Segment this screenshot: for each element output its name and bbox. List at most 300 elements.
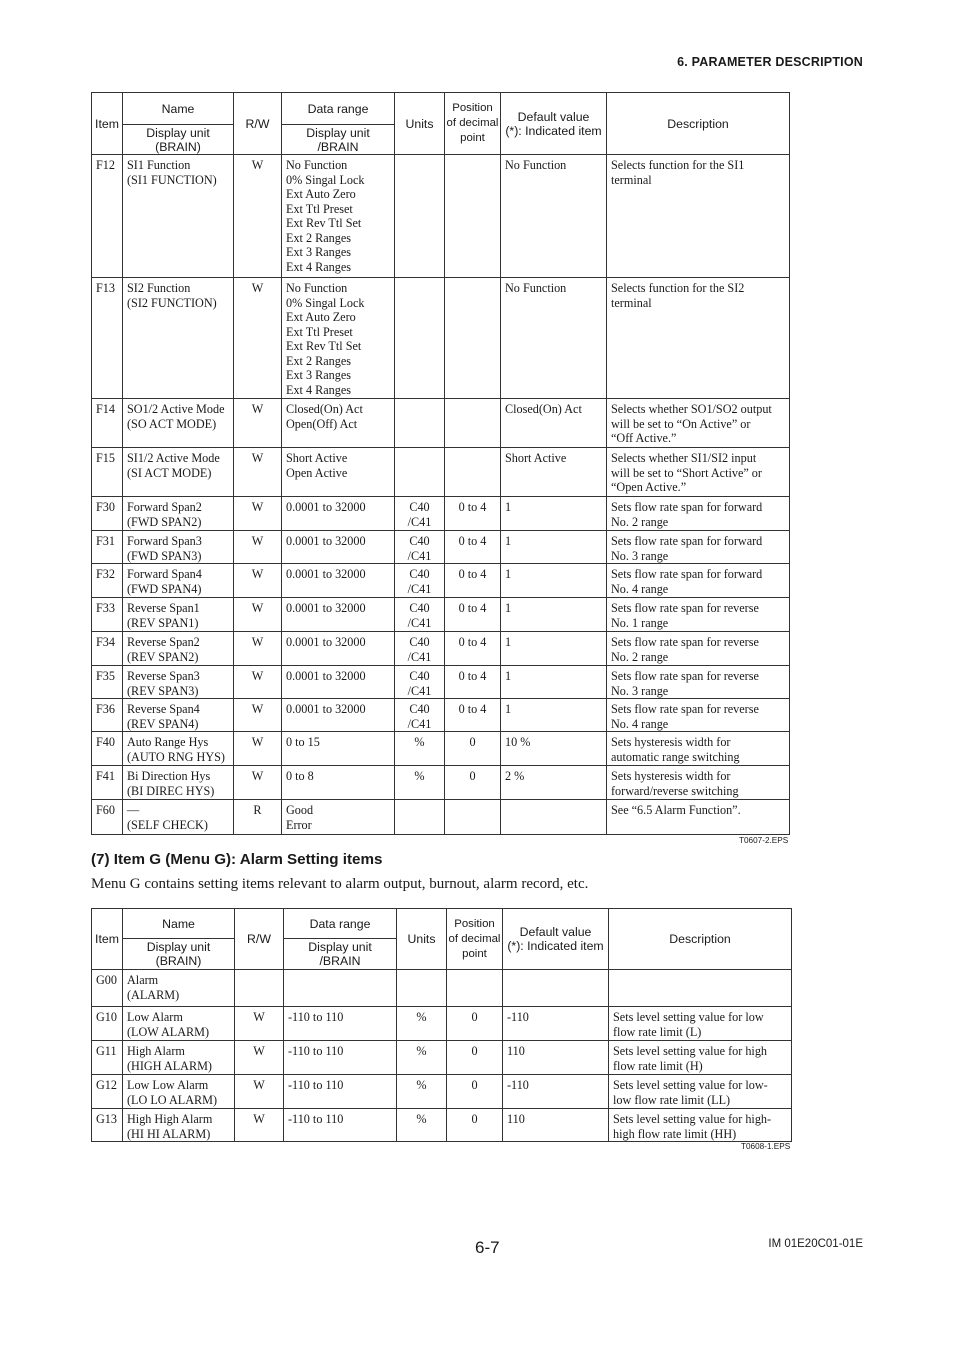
default-value: 1 xyxy=(505,635,512,649)
rw-value-cell xyxy=(235,1075,284,1109)
description-cell xyxy=(607,531,790,564)
header-data-range: Data range xyxy=(282,93,395,125)
header-description: Description xyxy=(607,93,790,155)
header-item: Item xyxy=(92,93,123,155)
units-cell xyxy=(395,399,445,448)
decimal-position-cell xyxy=(445,278,501,399)
decimal-position-cell xyxy=(447,1041,503,1075)
data-range: 0 to 8 xyxy=(286,769,314,783)
item-code-cell xyxy=(92,732,123,766)
description-cell xyxy=(607,399,790,448)
description: Selects function for the SI2 terminal xyxy=(611,281,745,310)
decimal-position-cell xyxy=(447,1075,503,1109)
description-cell xyxy=(609,1007,792,1041)
data-range: 0.0001 to 32000 xyxy=(286,601,366,615)
description: Sets flow rate span for reverse No. 4 range xyxy=(611,702,759,731)
rw-value: W xyxy=(251,601,264,615)
parameter-name: Reverse Span3 (REV SPAN3) xyxy=(127,669,200,698)
parameter-name: Forward Span2 (FWD SPAN2) xyxy=(127,500,202,529)
table-row xyxy=(92,699,790,732)
data-range xyxy=(284,970,396,973)
parameter-name: SO1/2 Active Mode (SO ACT MODE) xyxy=(127,402,225,431)
data-range: -110 to 110 xyxy=(288,1010,344,1024)
rw-value: W xyxy=(251,567,264,581)
description-cell xyxy=(607,732,790,766)
data-range-cell xyxy=(284,1041,397,1075)
units-cell xyxy=(397,1041,447,1075)
parameter-table-f xyxy=(91,92,790,835)
header-display-unit: Display unit (BRAIN) xyxy=(123,939,235,970)
units-cell xyxy=(395,699,445,732)
description: Sets hysteresis width for automatic range switching xyxy=(611,735,740,764)
item-code-cell xyxy=(92,598,123,632)
data-range-cell xyxy=(282,598,395,632)
data-range: 0.0001 to 32000 xyxy=(286,702,366,716)
units: C40 /C41 xyxy=(407,500,432,529)
default-value-cell xyxy=(503,1075,609,1109)
rw-value-cell xyxy=(234,632,282,666)
default-value-cell xyxy=(501,155,607,278)
parameter-name-cell xyxy=(123,278,234,399)
rw-value-cell xyxy=(235,1041,284,1075)
default-value: 1 xyxy=(505,534,512,548)
decimal-position: 0 to 4 xyxy=(458,567,487,581)
parameter-name: — (SELF CHECK) xyxy=(127,803,208,832)
item-code: F36 xyxy=(96,702,115,716)
rw-value: W xyxy=(251,769,264,783)
decimal-position: 0 xyxy=(471,1112,478,1126)
default-value: No Function xyxy=(505,158,567,172)
default-value: 1 xyxy=(505,500,512,514)
data-range: -110 to 110 xyxy=(288,1044,344,1058)
parameter-name-cell xyxy=(123,970,235,1007)
description-cell xyxy=(607,766,790,800)
rw-value: W xyxy=(251,158,264,172)
units xyxy=(395,399,444,402)
rw-value: W xyxy=(251,735,264,749)
table-row xyxy=(92,564,790,598)
parameter-name-cell xyxy=(123,1109,235,1142)
default-value: -110 xyxy=(507,1078,529,1092)
description-cell xyxy=(607,564,790,598)
default-value-cell xyxy=(501,497,607,531)
rw-value-cell xyxy=(234,598,282,632)
rw-value-cell xyxy=(234,155,282,278)
decimal-position-cell xyxy=(445,531,501,564)
description: Sets flow rate span for forward No. 2 range xyxy=(611,500,763,529)
parameter-name-cell xyxy=(123,448,234,497)
units-cell xyxy=(397,970,447,1007)
table-row xyxy=(92,1109,792,1142)
item-code: F15 xyxy=(96,451,115,465)
header-name: Name xyxy=(123,93,234,125)
rw-value: W xyxy=(251,635,264,649)
table-row xyxy=(92,399,790,448)
item-code: F30 xyxy=(96,500,115,514)
table-row xyxy=(92,970,792,1007)
item-code: F14 xyxy=(96,402,115,416)
decimal-position-cell xyxy=(445,666,501,699)
decimal-position-cell xyxy=(445,155,501,278)
default-value-cell xyxy=(501,699,607,732)
header-data-range: Data range xyxy=(284,909,397,939)
parameter-name-cell xyxy=(123,497,234,531)
description-cell xyxy=(607,448,790,497)
decimal-position: 0 to 4 xyxy=(458,635,487,649)
data-range-cell xyxy=(282,155,395,278)
default-value: -110 xyxy=(507,1010,529,1024)
description: Sets hysteresis width for forward/reverse switching xyxy=(611,769,739,798)
data-range-cell xyxy=(282,732,395,766)
item-code: F34 xyxy=(96,635,115,649)
table-row xyxy=(92,1041,792,1075)
units: C40 /C41 xyxy=(407,567,432,596)
default-value-cell xyxy=(501,399,607,448)
rw-value-cell xyxy=(234,732,282,766)
decimal-position-cell xyxy=(445,632,501,666)
units: % xyxy=(416,1010,427,1024)
rw-value-cell xyxy=(235,1007,284,1041)
units xyxy=(395,155,444,158)
item-code-cell xyxy=(92,970,123,1007)
default-value: 110 xyxy=(507,1044,525,1058)
header-name: Name xyxy=(123,909,235,939)
decimal-position-cell xyxy=(445,497,501,531)
header-default-value: Default value (*): Indicated item xyxy=(501,93,607,155)
item-code-cell xyxy=(92,497,123,531)
decimal-position-cell xyxy=(445,399,501,448)
rw-value-cell xyxy=(234,278,282,399)
item-code-cell xyxy=(92,1075,123,1109)
units-cell xyxy=(395,766,445,800)
rw-value: W xyxy=(251,534,264,548)
description-cell xyxy=(607,497,790,531)
item-code: F60 xyxy=(96,803,115,817)
table-row xyxy=(92,531,790,564)
parameter-name-cell xyxy=(123,1007,235,1041)
rw-value: W xyxy=(251,500,264,514)
default-value: 110 xyxy=(507,1112,525,1126)
units: % xyxy=(414,735,425,749)
units-cell xyxy=(395,732,445,766)
item-code-cell xyxy=(92,699,123,732)
rw-value: W xyxy=(251,402,264,416)
rw-value: W xyxy=(251,669,264,683)
data-range: 0.0001 to 32000 xyxy=(286,534,366,548)
default-value: 1 xyxy=(505,669,512,683)
item-code: F31 xyxy=(96,534,115,548)
default-value: 1 xyxy=(505,567,512,581)
rw-value-cell xyxy=(234,497,282,531)
item-code-cell xyxy=(92,1109,123,1142)
header-display-unit-brain: Display unit /BRAIN xyxy=(282,125,395,155)
description: Sets flow rate span for reverse No. 3 range xyxy=(611,669,759,698)
data-range: No Function 0% Singal Lock Ext Auto Zero Ext Ttl Preset Ext Rev Ttl Set Ext 2 Ranges Ext 3 Ranges Ext 4 Ranges xyxy=(286,281,365,397)
header-rw: R/W xyxy=(235,909,284,970)
item-code: G12 xyxy=(96,1078,117,1092)
data-range: 0.0001 to 32000 xyxy=(286,500,366,514)
parameter-name-cell xyxy=(123,531,234,564)
description: Sets level setting value for low- low flow rate limit (LL) xyxy=(613,1078,768,1107)
description: Sets level setting value for high- high flow rate limit (HH) xyxy=(613,1112,772,1141)
page-number: 6-7 xyxy=(475,1238,500,1257)
parameter-name: Low Alarm (LOW ALARM) xyxy=(127,1010,210,1039)
parameter-name-cell xyxy=(123,598,234,632)
rw-value-cell xyxy=(234,564,282,598)
data-range-cell xyxy=(282,399,395,448)
item-code: F13 xyxy=(96,281,115,295)
parameter-name-cell xyxy=(123,800,234,835)
document-id: IM 01E20C01-01E xyxy=(768,1238,863,1250)
table-row xyxy=(92,598,790,632)
section-header: 6. PARAMETER DESCRIPTION xyxy=(677,55,863,69)
default-value-cell xyxy=(501,278,607,399)
data-range-cell xyxy=(282,448,395,497)
parameter-name: Low Low Alarm (LO LO ALARM) xyxy=(127,1078,218,1107)
units: C40 /C41 xyxy=(407,635,432,664)
description-cell xyxy=(607,155,790,278)
description: Sets level setting value for low flow rate limit (L) xyxy=(613,1010,764,1039)
description xyxy=(609,970,791,973)
description: Selects function for the SI1 terminal xyxy=(611,158,745,187)
item-code-cell xyxy=(92,1007,123,1041)
parameter-name-cell xyxy=(123,666,234,699)
units: % xyxy=(416,1078,427,1092)
item-code: F32 xyxy=(96,567,115,581)
parameter-name-cell xyxy=(123,155,234,278)
description-cell xyxy=(609,1075,792,1109)
parameter-name: High Alarm (HIGH ALARM) xyxy=(127,1044,212,1073)
item-code: F33 xyxy=(96,601,115,615)
units: % xyxy=(416,1044,427,1058)
parameter-name: Forward Span3 (FWD SPAN3) xyxy=(127,534,202,563)
parameter-name-cell xyxy=(123,732,234,766)
header-units: Units xyxy=(397,909,447,970)
description-cell xyxy=(609,970,792,1007)
rw-value: W xyxy=(253,1044,265,1058)
item-code-cell xyxy=(92,632,123,666)
rw-value-cell xyxy=(234,666,282,699)
rw-value: W xyxy=(253,1010,265,1024)
parameter-name-cell xyxy=(123,1075,235,1109)
default-value: Short Active xyxy=(505,451,567,465)
header-display-unit: Display unit (BRAIN) xyxy=(123,125,234,155)
decimal-position: 0 xyxy=(469,735,476,749)
description: Sets flow rate span for forward No. 3 range xyxy=(611,534,763,563)
default-value xyxy=(503,970,608,973)
description-cell xyxy=(607,278,790,399)
table-row xyxy=(92,800,790,835)
units-cell xyxy=(395,800,445,835)
description-cell xyxy=(609,1041,792,1075)
units xyxy=(395,800,444,803)
units-cell xyxy=(397,1007,447,1041)
units-cell xyxy=(395,666,445,699)
parameter-name: Alarm (ALARM) xyxy=(127,973,180,1002)
units-cell xyxy=(397,1109,447,1142)
data-range: No Function 0% Singal Lock Ext Auto Zero Ext Ttl Preset Ext Rev Ttl Set Ext 2 Ranges Ext 3 Ranges Ext 4 Ranges xyxy=(286,158,365,274)
description: Sets flow rate span for forward No. 4 range xyxy=(611,567,763,596)
description-cell xyxy=(607,632,790,666)
data-range-cell xyxy=(282,632,395,666)
decimal-position: 0 xyxy=(471,1010,478,1024)
table-row xyxy=(92,497,790,531)
section-g-heading: (7) Item G (Menu G): Alarm Setting items xyxy=(91,851,383,868)
item-code-cell xyxy=(92,155,123,278)
decimal-position: 0 to 4 xyxy=(458,601,487,615)
table-row xyxy=(92,666,790,699)
item-code: F41 xyxy=(96,769,115,783)
data-range-cell xyxy=(284,1007,397,1041)
data-range-cell xyxy=(282,766,395,800)
decimal-position xyxy=(445,155,500,158)
units-cell xyxy=(395,155,445,278)
decimal-position: 0 to 4 xyxy=(458,500,487,514)
decimal-position-cell xyxy=(445,800,501,835)
units-cell xyxy=(397,1075,447,1109)
rw-value: R xyxy=(253,803,262,817)
rw-value: W xyxy=(251,281,264,295)
data-range: Closed(On) Act Open(Off) Act xyxy=(286,402,363,431)
table-row xyxy=(92,278,790,399)
default-value-cell xyxy=(501,531,607,564)
decimal-position: 0 xyxy=(469,769,476,783)
default-value-cell xyxy=(503,1109,609,1142)
default-value: 10 % xyxy=(505,735,531,749)
description-cell xyxy=(607,699,790,732)
units: C40 /C41 xyxy=(407,669,432,698)
item-code-cell xyxy=(92,278,123,399)
header-rw: R/W xyxy=(234,93,282,155)
description-cell xyxy=(609,1109,792,1142)
table-row xyxy=(92,155,790,278)
parameter-name: High High Alarm (HI HI ALARM) xyxy=(127,1112,213,1141)
item-code-cell xyxy=(92,399,123,448)
default-value: 1 xyxy=(505,702,512,716)
parameter-name-cell xyxy=(123,766,234,800)
decimal-position-cell xyxy=(445,448,501,497)
data-range-cell xyxy=(282,497,395,531)
item-code: F35 xyxy=(96,669,115,683)
decimal-position-cell xyxy=(447,970,503,1007)
item-code-cell xyxy=(92,448,123,497)
data-range-cell xyxy=(282,564,395,598)
data-range: Short Active Open Active xyxy=(286,451,348,480)
description: Sets flow rate span for reverse No. 2 range xyxy=(611,635,759,664)
item-code: G13 xyxy=(96,1112,117,1126)
decimal-position xyxy=(445,448,500,451)
item-code: F40 xyxy=(96,735,115,749)
rw-value-cell xyxy=(234,766,282,800)
table-g-eps-label: T0608-1.EPS xyxy=(741,1142,791,1151)
rw-value-cell xyxy=(234,531,282,564)
decimal-position: 0 to 4 xyxy=(458,534,487,548)
decimal-position: 0 to 4 xyxy=(458,669,487,683)
description: Sets flow rate span for reverse No. 1 range xyxy=(611,601,759,630)
table-row xyxy=(92,448,790,497)
default-value xyxy=(501,800,606,803)
description: Selects whether SO1/SO2 output will be set to “On Active” or “Off Active.” xyxy=(611,402,772,445)
parameter-name: SI2 Function (SI2 FUNCTION) xyxy=(127,281,217,310)
section-g-paragraph: Menu G contains setting items relevant to alarm output, burnout, alarm record, etc. xyxy=(91,876,589,892)
item-code: F12 xyxy=(96,158,115,172)
rw-value: W xyxy=(251,451,264,465)
rw-value-cell xyxy=(234,800,282,835)
header-units: Units xyxy=(395,93,445,155)
description-cell xyxy=(607,598,790,632)
default-value-cell xyxy=(501,766,607,800)
units-cell xyxy=(395,497,445,531)
table-row xyxy=(92,1007,792,1041)
default-value: Closed(On) Act xyxy=(505,402,582,416)
default-value: 1 xyxy=(505,601,512,615)
table-row xyxy=(92,766,790,800)
table-g-body xyxy=(92,970,792,1142)
parameter-name: Forward Span4 (FWD SPAN4) xyxy=(127,567,202,596)
data-range: -110 to 110 xyxy=(288,1078,344,1092)
decimal-position xyxy=(447,970,502,973)
item-code: G11 xyxy=(96,1044,117,1058)
units-cell xyxy=(395,564,445,598)
item-code-cell xyxy=(92,800,123,835)
default-value-cell xyxy=(501,598,607,632)
decimal-position-cell xyxy=(445,598,501,632)
item-code-cell xyxy=(92,766,123,800)
parameter-name: Reverse Span1 (REV SPAN1) xyxy=(127,601,200,630)
rw-value-cell xyxy=(235,1109,284,1142)
rw-value-cell xyxy=(234,699,282,732)
parameter-name-cell xyxy=(123,699,234,732)
table-f-body xyxy=(92,155,790,835)
description: Sets level setting value for high flow rate limit (H) xyxy=(613,1044,768,1073)
item-code-cell xyxy=(92,666,123,699)
decimal-position: 0 xyxy=(471,1078,478,1092)
decimal-position-cell xyxy=(447,1007,503,1041)
data-range: 0 to 15 xyxy=(286,735,320,749)
units xyxy=(395,278,444,281)
header-description: Description xyxy=(609,909,792,970)
rw-value: W xyxy=(251,702,264,716)
decimal-position-cell xyxy=(445,766,501,800)
units-cell xyxy=(395,531,445,564)
decimal-position-cell xyxy=(445,564,501,598)
default-value-cell xyxy=(501,666,607,699)
description: See “6.5 Alarm Function”. xyxy=(611,803,741,817)
data-range: -110 to 110 xyxy=(288,1112,344,1126)
decimal-position-cell xyxy=(445,699,501,732)
units-cell xyxy=(395,278,445,399)
header-item: Item xyxy=(92,909,123,970)
decimal-position xyxy=(445,399,500,402)
header-default-value: Default value (*): Indicated item xyxy=(503,909,609,970)
rw-value-cell xyxy=(235,970,284,1007)
data-range-cell xyxy=(282,800,395,835)
table-f-eps-label: T0607-2.EPS xyxy=(739,836,789,845)
item-code-cell xyxy=(92,1041,123,1075)
item-code: G10 xyxy=(96,1010,117,1024)
decimal-position: 0 to 4 xyxy=(458,702,487,716)
parameter-name-cell xyxy=(123,632,234,666)
data-range-cell xyxy=(282,699,395,732)
default-value-cell xyxy=(501,732,607,766)
data-range-cell xyxy=(282,531,395,564)
units xyxy=(395,448,444,451)
default-value-cell xyxy=(503,1041,609,1075)
units-cell xyxy=(395,598,445,632)
rw-value-cell xyxy=(234,448,282,497)
units-cell xyxy=(395,632,445,666)
rw-value xyxy=(235,970,283,973)
